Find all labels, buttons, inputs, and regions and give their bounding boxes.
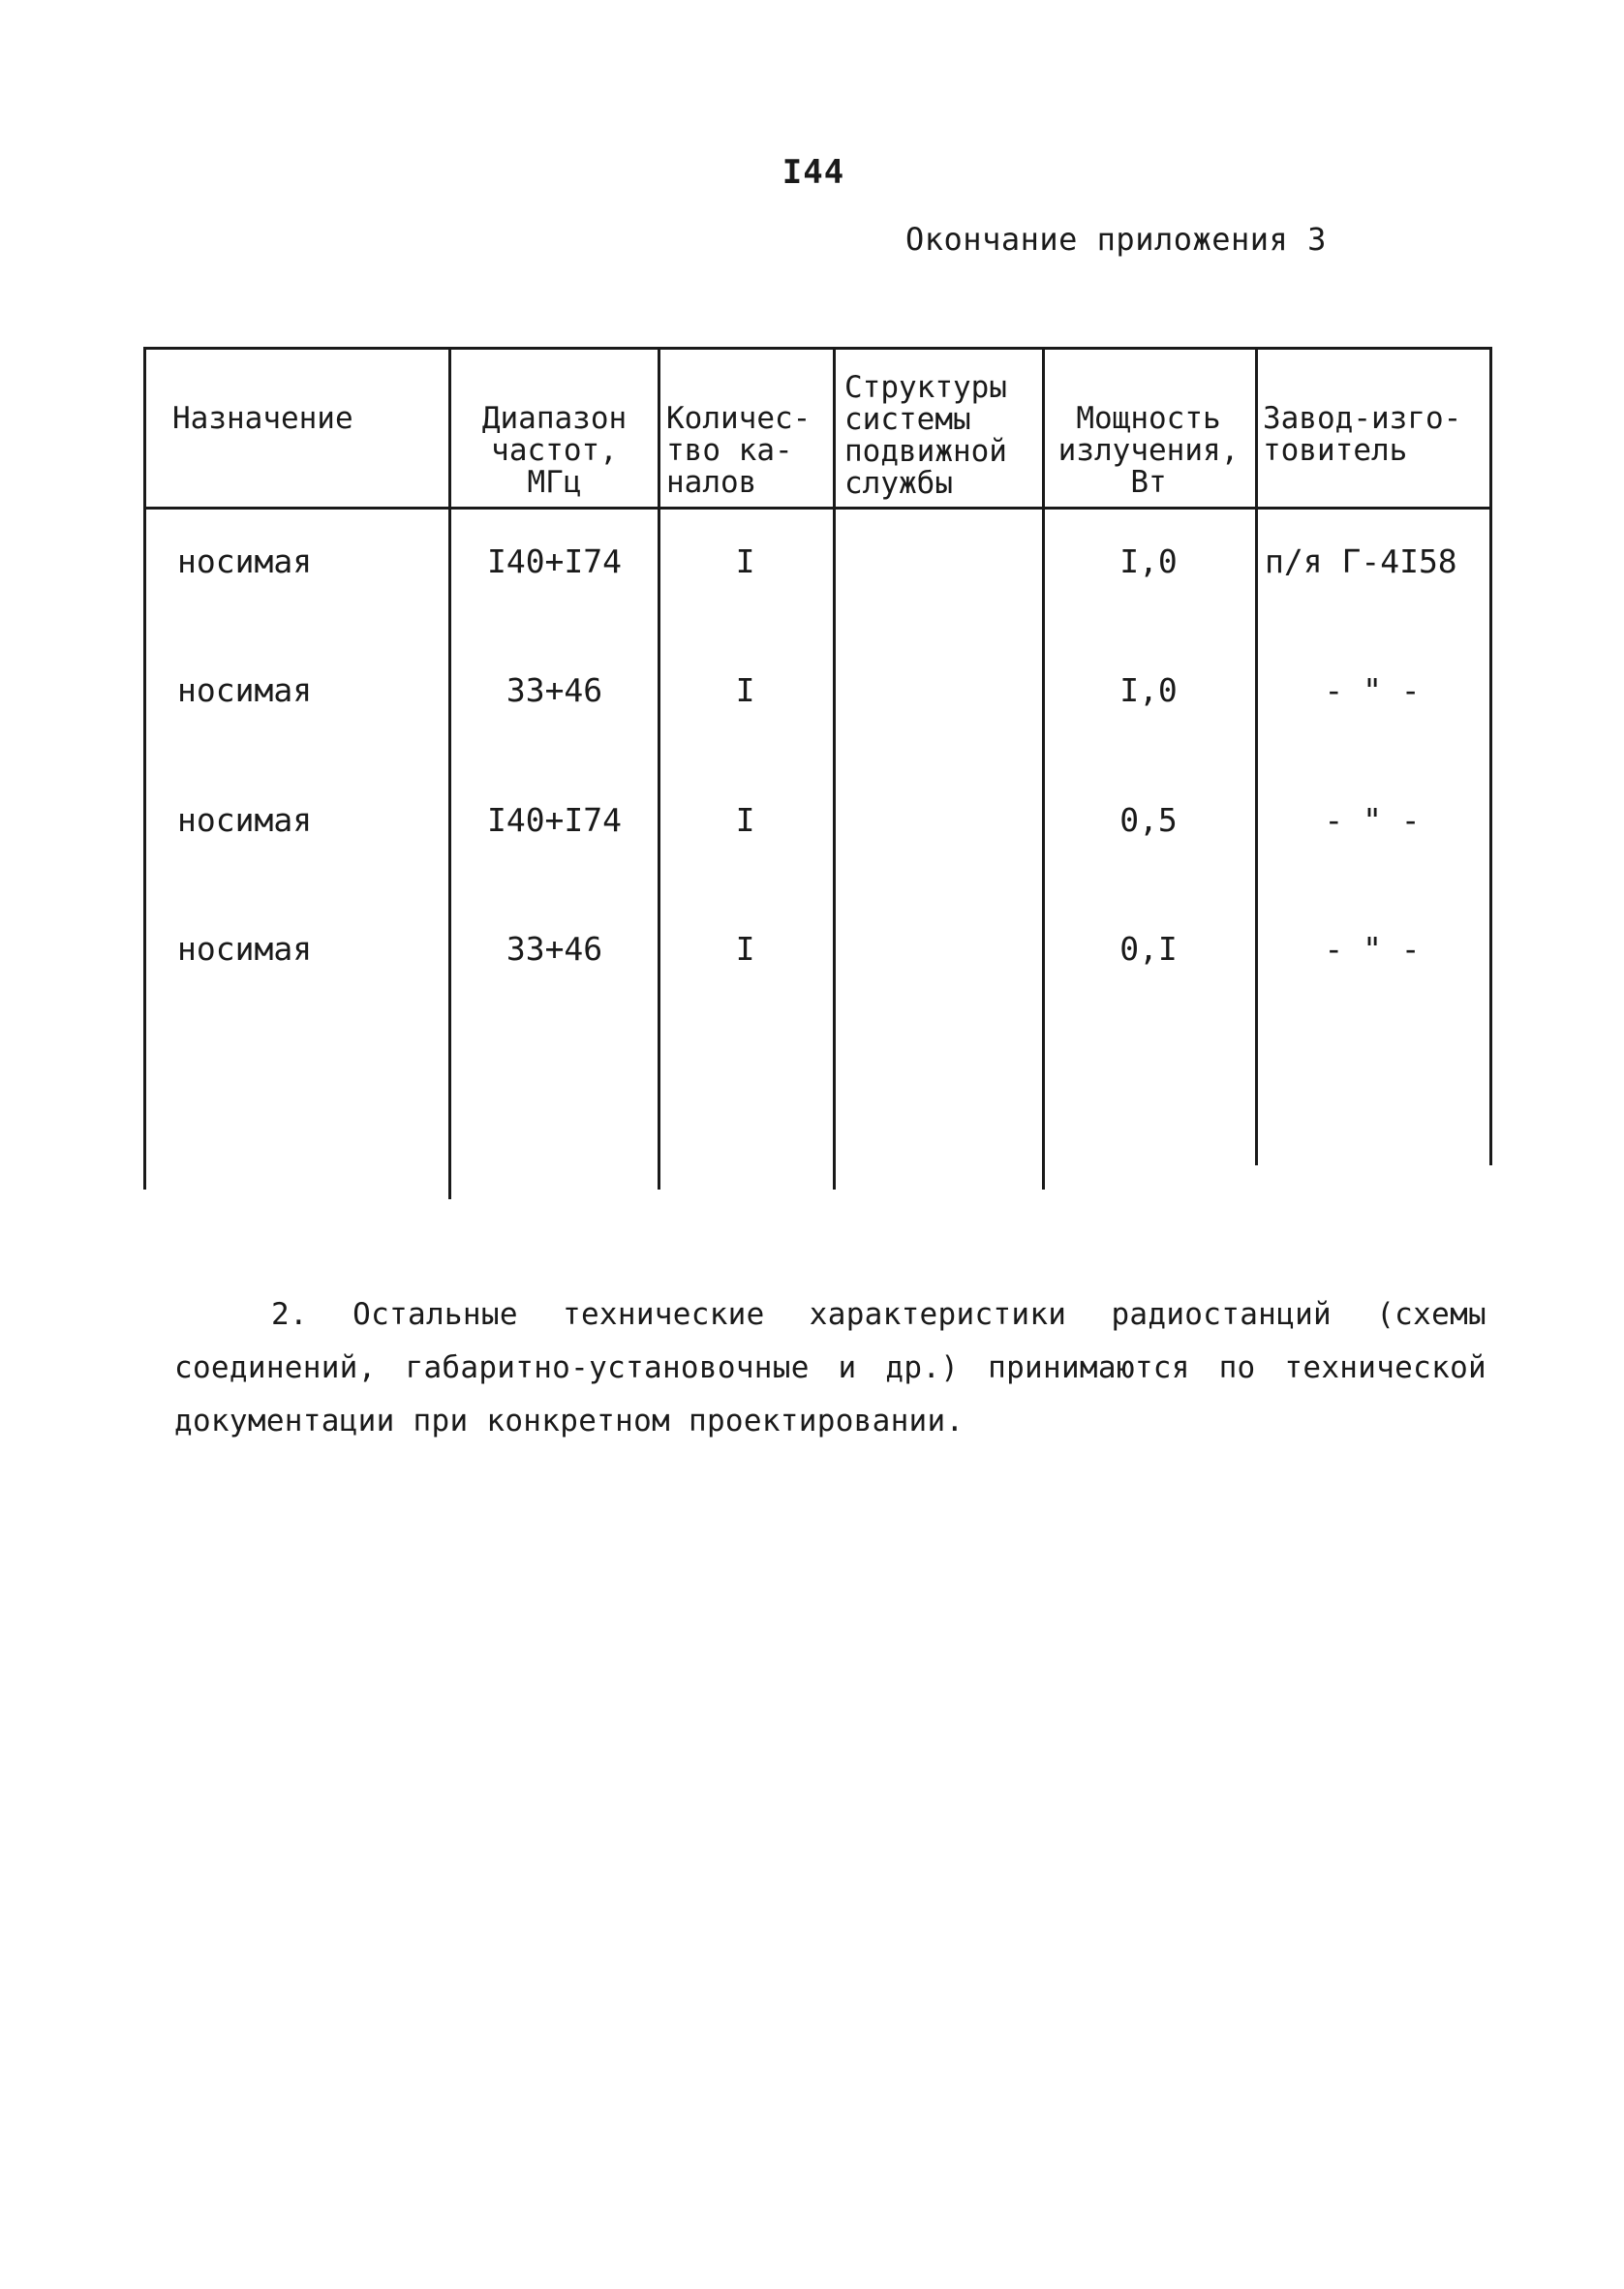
table-row-3-channels: I bbox=[735, 801, 755, 839]
col-divider-5 bbox=[1255, 347, 1258, 1165]
table-row-4-manufacturer: - " - bbox=[1324, 930, 1421, 968]
header-manufacturer: Завод-изго- товитель bbox=[1263, 401, 1462, 468]
table-row-3-power: 0,5 bbox=[1119, 801, 1178, 839]
table-row-4-channels: I bbox=[735, 930, 755, 968]
header-mobile-service-structure: Структуры системы подвижной службы bbox=[844, 370, 1007, 501]
table-row-2-purpose: носимая bbox=[177, 671, 313, 709]
header-purpose: Назначение bbox=[172, 401, 353, 436]
table-row-4-frequency: 33+46 bbox=[506, 930, 603, 968]
col-divider-2 bbox=[658, 347, 660, 1190]
appendix-caption: Окончание приложения 3 bbox=[905, 221, 1327, 258]
table-row-3-manufacturer: - " - bbox=[1324, 801, 1421, 839]
header-channel-count: Количес- тво ка- налов bbox=[666, 401, 812, 500]
page-number: I44 bbox=[781, 153, 845, 192]
table-row-3-frequency: I40+I74 bbox=[486, 801, 623, 839]
table-row-1-manufacturer: п/я Г-4I58 bbox=[1265, 542, 1457, 580]
table-header-divider bbox=[143, 507, 1492, 510]
table-row-3-purpose: носимая bbox=[177, 801, 313, 839]
table-row-1-power: I,0 bbox=[1119, 542, 1178, 580]
closing-paragraph-text: 2. Остальные технические характеристики радиостанций (схемы соединений, габаритно-установочные и др.) принимаются по технической документации при конкретном проектировании. bbox=[174, 1297, 1486, 1438]
table-top-border bbox=[143, 347, 1492, 350]
closing-paragraph bbox=[174, 1288, 1486, 1448]
table-row-1-purpose: носимая bbox=[177, 542, 313, 580]
table-row-2-frequency: 33+46 bbox=[506, 671, 603, 709]
header-frequency-range: Диапазон частот, МГц bbox=[481, 401, 628, 500]
table-row-2-power: I,0 bbox=[1119, 671, 1178, 709]
table-row-4-purpose: носимая bbox=[177, 930, 313, 968]
specs-table bbox=[143, 347, 1492, 1199]
table-row-2-manufacturer: - " - bbox=[1324, 671, 1421, 709]
header-emission-power: Мощность излучения, Вт bbox=[1057, 401, 1240, 500]
table-row-2-channels: I bbox=[735, 671, 755, 709]
table-row-1-frequency: I40+I74 bbox=[486, 542, 623, 580]
table-right-border bbox=[1489, 347, 1492, 1165]
table-left-border bbox=[143, 347, 146, 1190]
table-row-4-power: 0,I bbox=[1119, 930, 1178, 968]
table-row-1-channels: I bbox=[735, 542, 755, 580]
